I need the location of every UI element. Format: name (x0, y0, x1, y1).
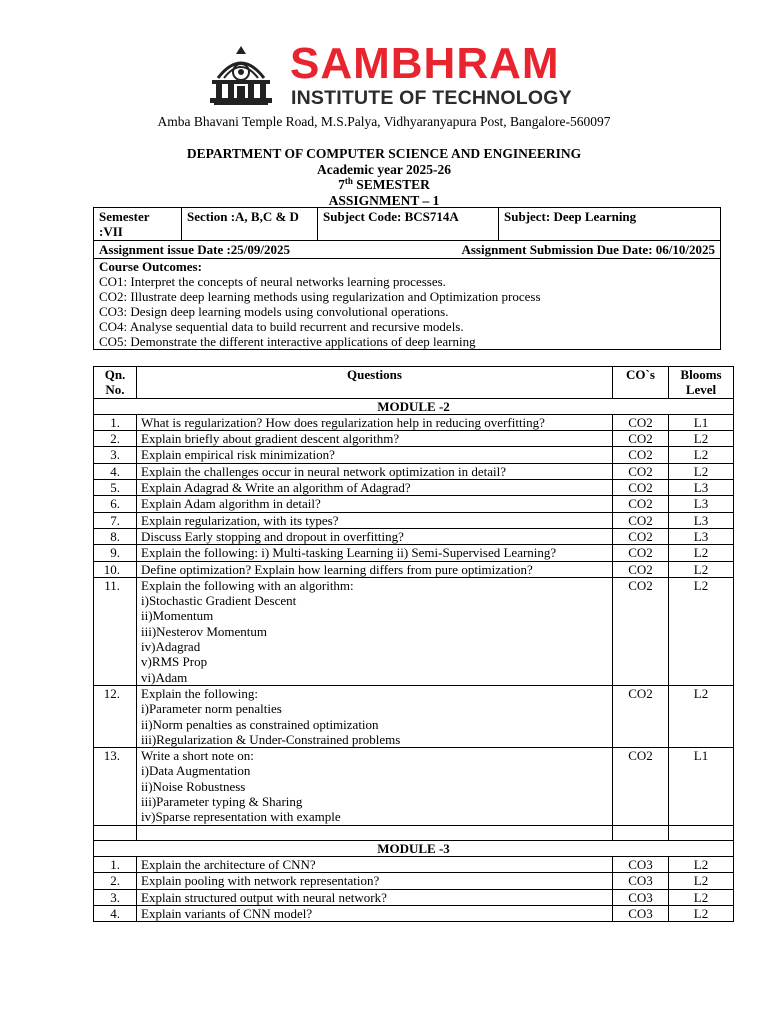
module-row (94, 840, 734, 856)
question-co: CO2 (613, 577, 669, 685)
question-text (137, 856, 613, 872)
question-co: CO2 (613, 528, 669, 544)
question-level: L2 (669, 856, 734, 872)
question-number: 7. (94, 512, 137, 528)
question-line: iv)Sparse representation with example (141, 809, 341, 825)
header-cos: CO`s (613, 367, 669, 399)
question-text (137, 528, 613, 544)
document-titles (0, 146, 768, 208)
question-text (137, 748, 613, 825)
question-number: 9. (94, 545, 137, 561)
question-line: Explain the following: i) Multi-tasking Learning ii) Semi-Supervised Learning? (141, 545, 557, 561)
question-line: Define optimization? Explain how learning differs from pure optimization? (141, 561, 533, 577)
question-co: CO2 (613, 496, 669, 512)
question-text (137, 685, 613, 747)
question-co: CO3 (613, 856, 669, 872)
course-outcome-item: CO4: Analyse sequential data to build recurrent and recursive models. (99, 319, 464, 334)
subject-code-cell: Subject Code: BCS714A (318, 208, 499, 241)
table-row (94, 447, 734, 463)
question-line: Explain pooling with network representation? (141, 873, 380, 889)
brand-subtitle: INSTITUTE OF TECHNOLOGY (291, 87, 572, 109)
question-number: 11. (94, 577, 137, 685)
header-blooms: Blooms Level (669, 367, 734, 399)
question-number: 3. (94, 889, 137, 905)
question-co: CO2 (613, 512, 669, 528)
question-level: L2 (669, 685, 734, 747)
question-level: L2 (669, 545, 734, 561)
issue-date: Assignment issue Date :25/09/2025 (99, 242, 291, 257)
header (0, 40, 768, 112)
question-level: L1 (669, 414, 734, 430)
question-number: 2. (94, 431, 137, 447)
question-line: iii)Parameter typing & Sharing (141, 794, 303, 810)
question-line: iii)Nesterov Momentum (141, 623, 268, 639)
question-text (137, 561, 613, 577)
question-line: Explain the challenges occur in neural network optimization in detail? (141, 463, 506, 479)
question-line: v)RMS Prop (141, 654, 208, 670)
question-line: i)Parameter norm penalties (141, 701, 282, 717)
empty-cell (669, 825, 734, 840)
address: Amba Bhavani Temple Road, M.S.Palya, Vidhyaranyapura Post, Bangalore-560097 (157, 114, 611, 129)
question-text (137, 545, 613, 561)
empty-cell (137, 825, 613, 840)
table-row (94, 431, 734, 447)
question-text (137, 873, 613, 889)
course-outcomes-title: Course Outcomes: (99, 259, 202, 274)
table-row (94, 748, 734, 825)
question-text (137, 463, 613, 479)
question-co: CO3 (613, 889, 669, 905)
question-co: CO3 (613, 905, 669, 921)
academic-year: Academic year 2025-26 (317, 161, 451, 177)
question-line: What is regularization? How does regularization help in reducing overfitting? (141, 414, 545, 430)
question-co: CO2 (613, 480, 669, 496)
question-text (137, 905, 613, 921)
course-outcomes (94, 259, 721, 350)
question-line: Explain structured output with neural network? (141, 889, 387, 905)
due-date: Assignment Submission Due Date: 06/10/2025 (461, 242, 715, 257)
question-level: L3 (669, 480, 734, 496)
question-number: 4. (94, 905, 137, 921)
question-line: Explain the architecture of CNN? (141, 856, 316, 872)
question-text (137, 512, 613, 528)
question-level: L2 (669, 873, 734, 889)
questions-table (93, 366, 734, 922)
question-line: iv)Adagrad (141, 639, 201, 655)
spacer-row (94, 825, 734, 840)
institute-emblem-icon (206, 44, 276, 108)
dates-row (94, 241, 721, 259)
question-level: L2 (669, 577, 734, 685)
question-line: Explain Adam algorithm in detail? (141, 496, 321, 512)
question-level: L2 (669, 889, 734, 905)
question-line: i)Stochastic Gradient Descent (141, 593, 297, 609)
question-line: vi)Adam (141, 669, 188, 685)
question-number: 8. (94, 528, 137, 544)
question-number: 10. (94, 561, 137, 577)
brand-name: SAMBHRAM (290, 39, 560, 88)
question-co: CO2 (613, 463, 669, 479)
question-co: CO2 (613, 561, 669, 577)
subject-cell: Subject: Deep Learning (499, 208, 721, 241)
table-row (94, 873, 734, 889)
question-co: CO2 (613, 414, 669, 430)
question-number: 1. (94, 414, 137, 430)
question-co: CO2 (613, 447, 669, 463)
question-level: L3 (669, 496, 734, 512)
department-title: DEPARTMENT OF COMPUTER SCIENCE AND ENGINEERING (186, 146, 582, 161)
table-row (94, 685, 734, 747)
semester-title: 7th SEMESTER (338, 176, 430, 192)
question-line: Explain regularization, with its types? (141, 512, 339, 528)
table-row (94, 889, 734, 905)
question-line: Write a short note on: (141, 748, 254, 764)
section-cell: Section :A, B,C & D (182, 208, 318, 241)
question-text (137, 496, 613, 512)
course-outcome-item: CO5: Demonstrate the different interactive applications of deep learning (99, 334, 476, 349)
question-level: L3 (669, 512, 734, 528)
question-text (137, 577, 613, 685)
table-row (94, 905, 734, 921)
question-text (137, 889, 613, 905)
question-co: CO2 (613, 685, 669, 747)
header-questions: Questions (137, 367, 613, 399)
assignment-title: ASSIGNMENT – 1 (328, 192, 440, 208)
table-row (94, 528, 734, 544)
question-number: 4. (94, 463, 137, 479)
question-line: i)Data Augmentation (141, 763, 251, 779)
question-line: Explain briefly about gradient descent algorithm? (141, 431, 400, 447)
question-number: 1. (94, 856, 137, 872)
questions-body (94, 398, 734, 922)
empty-cell (613, 825, 669, 840)
table-row (94, 561, 734, 577)
table-row (94, 480, 734, 496)
question-number: 5. (94, 480, 137, 496)
question-number: 3. (94, 447, 137, 463)
header-qno: Qn. No. (94, 367, 137, 399)
assignment-info-table (93, 207, 721, 350)
question-level: L3 (669, 528, 734, 544)
question-line: ii)Norm penalties as constrained optimization (141, 716, 379, 732)
table-row (94, 512, 734, 528)
question-line: Discuss Early stopping and dropout in overfitting? (141, 528, 404, 544)
course-outcome-item: CO2: Illustrate deep learning methods using regularization and Optimization process (99, 289, 541, 304)
question-level: L2 (669, 463, 734, 479)
table-row (94, 496, 734, 512)
question-level: L2 (669, 431, 734, 447)
question-line: iii)Regularization & Under-Constrained problems (141, 731, 401, 747)
question-text (137, 480, 613, 496)
module-row (94, 398, 734, 414)
course-outcome-item: CO3: Design deep learning models using convolutional operations. (99, 304, 449, 319)
empty-cell (94, 825, 137, 840)
question-level: L2 (669, 561, 734, 577)
question-level: L2 (669, 447, 734, 463)
question-level: L1 (669, 748, 734, 825)
table-row (94, 463, 734, 479)
question-line: ii)Momentum (141, 608, 214, 624)
question-text (137, 447, 613, 463)
module-title: MODULE -2 (94, 398, 734, 414)
question-line: ii)Noise Robustness (141, 778, 246, 794)
question-co: CO3 (613, 873, 669, 889)
question-number: 6. (94, 496, 137, 512)
question-number: 13. (94, 748, 137, 825)
question-line: Explain the following with an algorithm: (141, 577, 354, 593)
question-number: 2. (94, 873, 137, 889)
question-line: Explain Adagrad & Write an algorithm of Adagrad? (141, 480, 411, 496)
question-line: Explain variants of CNN model? (141, 905, 313, 921)
question-text (137, 431, 613, 447)
question-line: Explain the following: (141, 685, 258, 701)
question-co: CO2 (613, 545, 669, 561)
table-row (94, 545, 734, 561)
table-row (94, 577, 734, 685)
question-text (137, 414, 613, 430)
course-outcome-item: CO1: Interpret the concepts of neural networks learning processes. (99, 274, 446, 289)
question-level: L2 (669, 905, 734, 921)
question-co: CO2 (613, 748, 669, 825)
table-row (94, 414, 734, 430)
question-number: 12. (94, 685, 137, 747)
course-outcomes-list (99, 274, 715, 349)
module-title: MODULE -3 (94, 840, 734, 856)
table-row (94, 856, 734, 872)
question-co: CO2 (613, 431, 669, 447)
question-line: Explain empirical risk minimization? (141, 447, 335, 463)
semester-cell: Semester :VII (94, 208, 182, 241)
